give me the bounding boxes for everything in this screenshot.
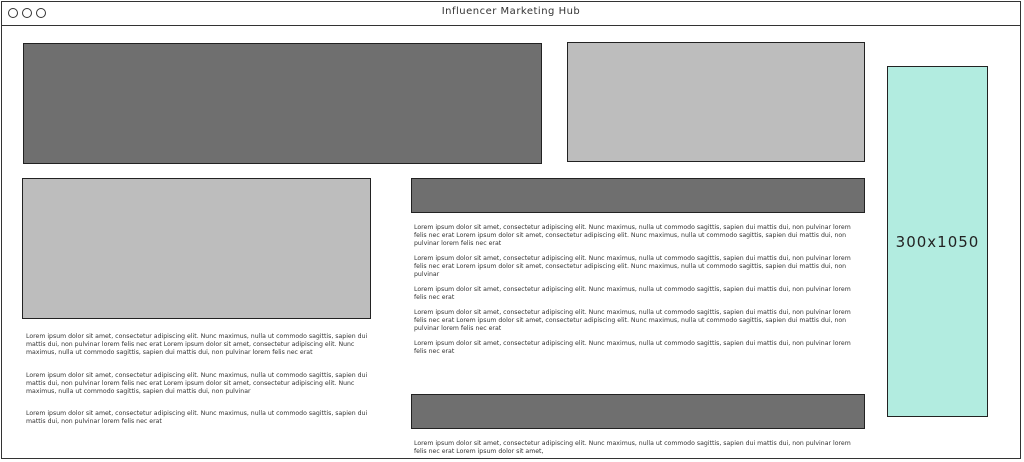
window-titlebar — [2, 2, 1020, 26]
ad-size-label: 300x1050 — [895, 232, 980, 251]
left-paragraph-2: Lorem ipsum dolor sit amet, consectetur adipiscing elit. Nunc maximus, nulla ut commodo sagittis, sapien dui mattis dui, non pulvinar lorem felis nec erat Lorem ipsum dolor sit amet, consectetur adipiscing elit. Nunc maximus, nulla ut commodo sagittis, sapien dui mattis dui, non pulvinar — [26, 372, 368, 396]
article-image-placeholder — [22, 178, 371, 319]
hero-image-placeholder — [23, 43, 542, 164]
middle-paragraph-4: Lorem ipsum dolor sit amet, consectetur adipiscing elit. Nunc maximus, nulla ut commodo sagittis, sapien dui mattis dui, non pulvinar lorem felis nec erat Lorem ipsum dolor sit amet, consectetur adipiscing elit. Nunc maximus, nulla ut commodo sagittis, sapien dui mattis dui, non pulvinar lorem felis nec erat — [414, 309, 851, 333]
middle-paragraph-6: Lorem ipsum dolor sit amet, consectetur adipiscing elit. Nunc maximus, nulla ut commodo sagittis, sapien dui mattis dui, non pulvinar lorem felis nec erat Lorem ipsum dolor sit amet, — [414, 440, 851, 456]
middle-paragraph-5: Lorem ipsum dolor sit amet, consectetur adipiscing elit. Nunc maximus, nulla ut commodo sagittis, sapien dui mattis dui, non pulvinar lorem felis nec erat — [414, 340, 851, 356]
window-title: Influencer Marketing Hub — [441, 6, 581, 17]
middle-paragraph-1: Lorem ipsum dolor sit amet, consectetur adipiscing elit. Nunc maximus, nulla ut commodo sagittis, sapien dui mattis dui, non pulvinar lorem felis nec erat Lorem ipsum dolor sit amet, consectetur adipiscing elit. Nunc maximus, nulla ut commodo sagittis, sapien dui mattis dui, non pulvinar lorem felis nec erat — [414, 224, 851, 248]
ad-banner-300x1050[interactable] — [887, 66, 988, 417]
left-paragraph-1: Lorem ipsum dolor sit amet, consectetur adipiscing elit. Nunc maximus, nulla ut commodo sagittis, sapien dui mattis dui, non pulvinar lorem felis nec erat Lorem ipsum dolor sit amet, consectetur adipiscing elit. Nunc maximus, nulla ut commodo sagittis, sapien dui mattis dui, non pulvinar lorem felis nec erat — [26, 333, 368, 357]
middle-paragraph-2: Lorem ipsum dolor sit amet, consectetur adipiscing elit. Nunc maximus, nulla ut commodo sagittis, sapien dui mattis dui, non pulvinar lorem felis nec erat Lorem ipsum dolor sit amet, consectetur adipiscing elit. Nunc maximus, nulla ut commodo sagittis, sapien dui mattis dui, non pulvinar — [414, 255, 851, 279]
left-paragraph-3: Lorem ipsum dolor sit amet, consectetur adipiscing elit. Nunc maximus, nulla ut commodo sagittis, sapien dui mattis dui, non pulvinar lorem felis nec erat — [26, 410, 368, 426]
top-right-image-placeholder — [567, 42, 865, 162]
section-header-bar-2 — [411, 394, 865, 429]
section-header-bar-1 — [411, 178, 865, 213]
middle-paragraph-3: Lorem ipsum dolor sit amet, consectetur adipiscing elit. Nunc maximus, nulla ut commodo sagittis, sapien dui mattis dui, non pulvinar lorem felis nec erat — [414, 286, 851, 302]
